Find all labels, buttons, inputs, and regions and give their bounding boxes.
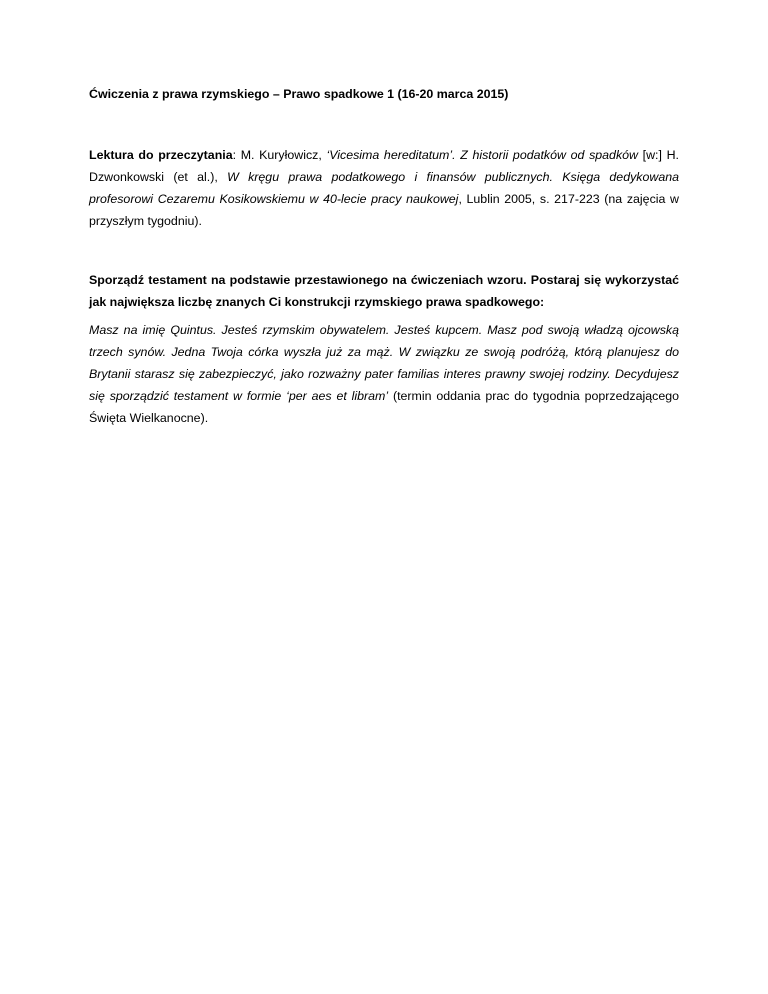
reading-publication-details: , Lublin 2005, s. 217-223 (na zajęcia w przyszłym tygodniu). bbox=[89, 192, 679, 228]
document-content bbox=[89, 83, 679, 429]
task-deadline-text: (termin oddania prac do tygodnia poprzedzającego Święta Wielkanocne). bbox=[89, 389, 679, 425]
task-scenario-paragraph bbox=[89, 319, 679, 429]
reading-book-title: W kręgu prawa podatkowego i finansów publicznych. Księga dedykowana profesorowi Cezaremu Kosikowskiemu w 40-lecie pracy naukowej bbox=[89, 170, 679, 206]
reading-article-title: ‘Vicesima hereditatum’. Z historii podatków od spadków bbox=[326, 148, 638, 162]
document-title: Ćwiczenia z prawa rzymskiego – Prawo spadkowe 1 (16-20 marca 2015) bbox=[89, 87, 509, 101]
reading-author-text: : M. Kuryłowicz, bbox=[232, 148, 327, 162]
reading-assignment-paragraph bbox=[89, 144, 679, 232]
task-scenario-text: Masz na imię Quintus. Jesteś rzymskim obywatelem. Jesteś kupcem. Masz pod swoją władzą ojcowską trzech synów. Jedna Twoja córka wyszła już za mąż. W związku ze swoją podróżą, którą planujesz do Brytanii starasz się zabezpieczyć, jako rozważny pater familias interes prawny swojej rodziny. Decydujesz się sporządzić testament w formie ‘per aes et libram’ bbox=[89, 323, 679, 403]
reading-editor-text: [w:] H. Dzwonkowski (et al.), bbox=[89, 148, 679, 184]
task-heading: Sporządź testament na podstawie przestawionego na ćwiczeniach wzoru. Postaraj się wykorzystać jak największa liczbę znanych Ci konstrukcji rzymskiego prawa spadkowego: bbox=[89, 273, 679, 309]
reading-assignment-label: Lektura do przeczytania bbox=[89, 148, 233, 162]
